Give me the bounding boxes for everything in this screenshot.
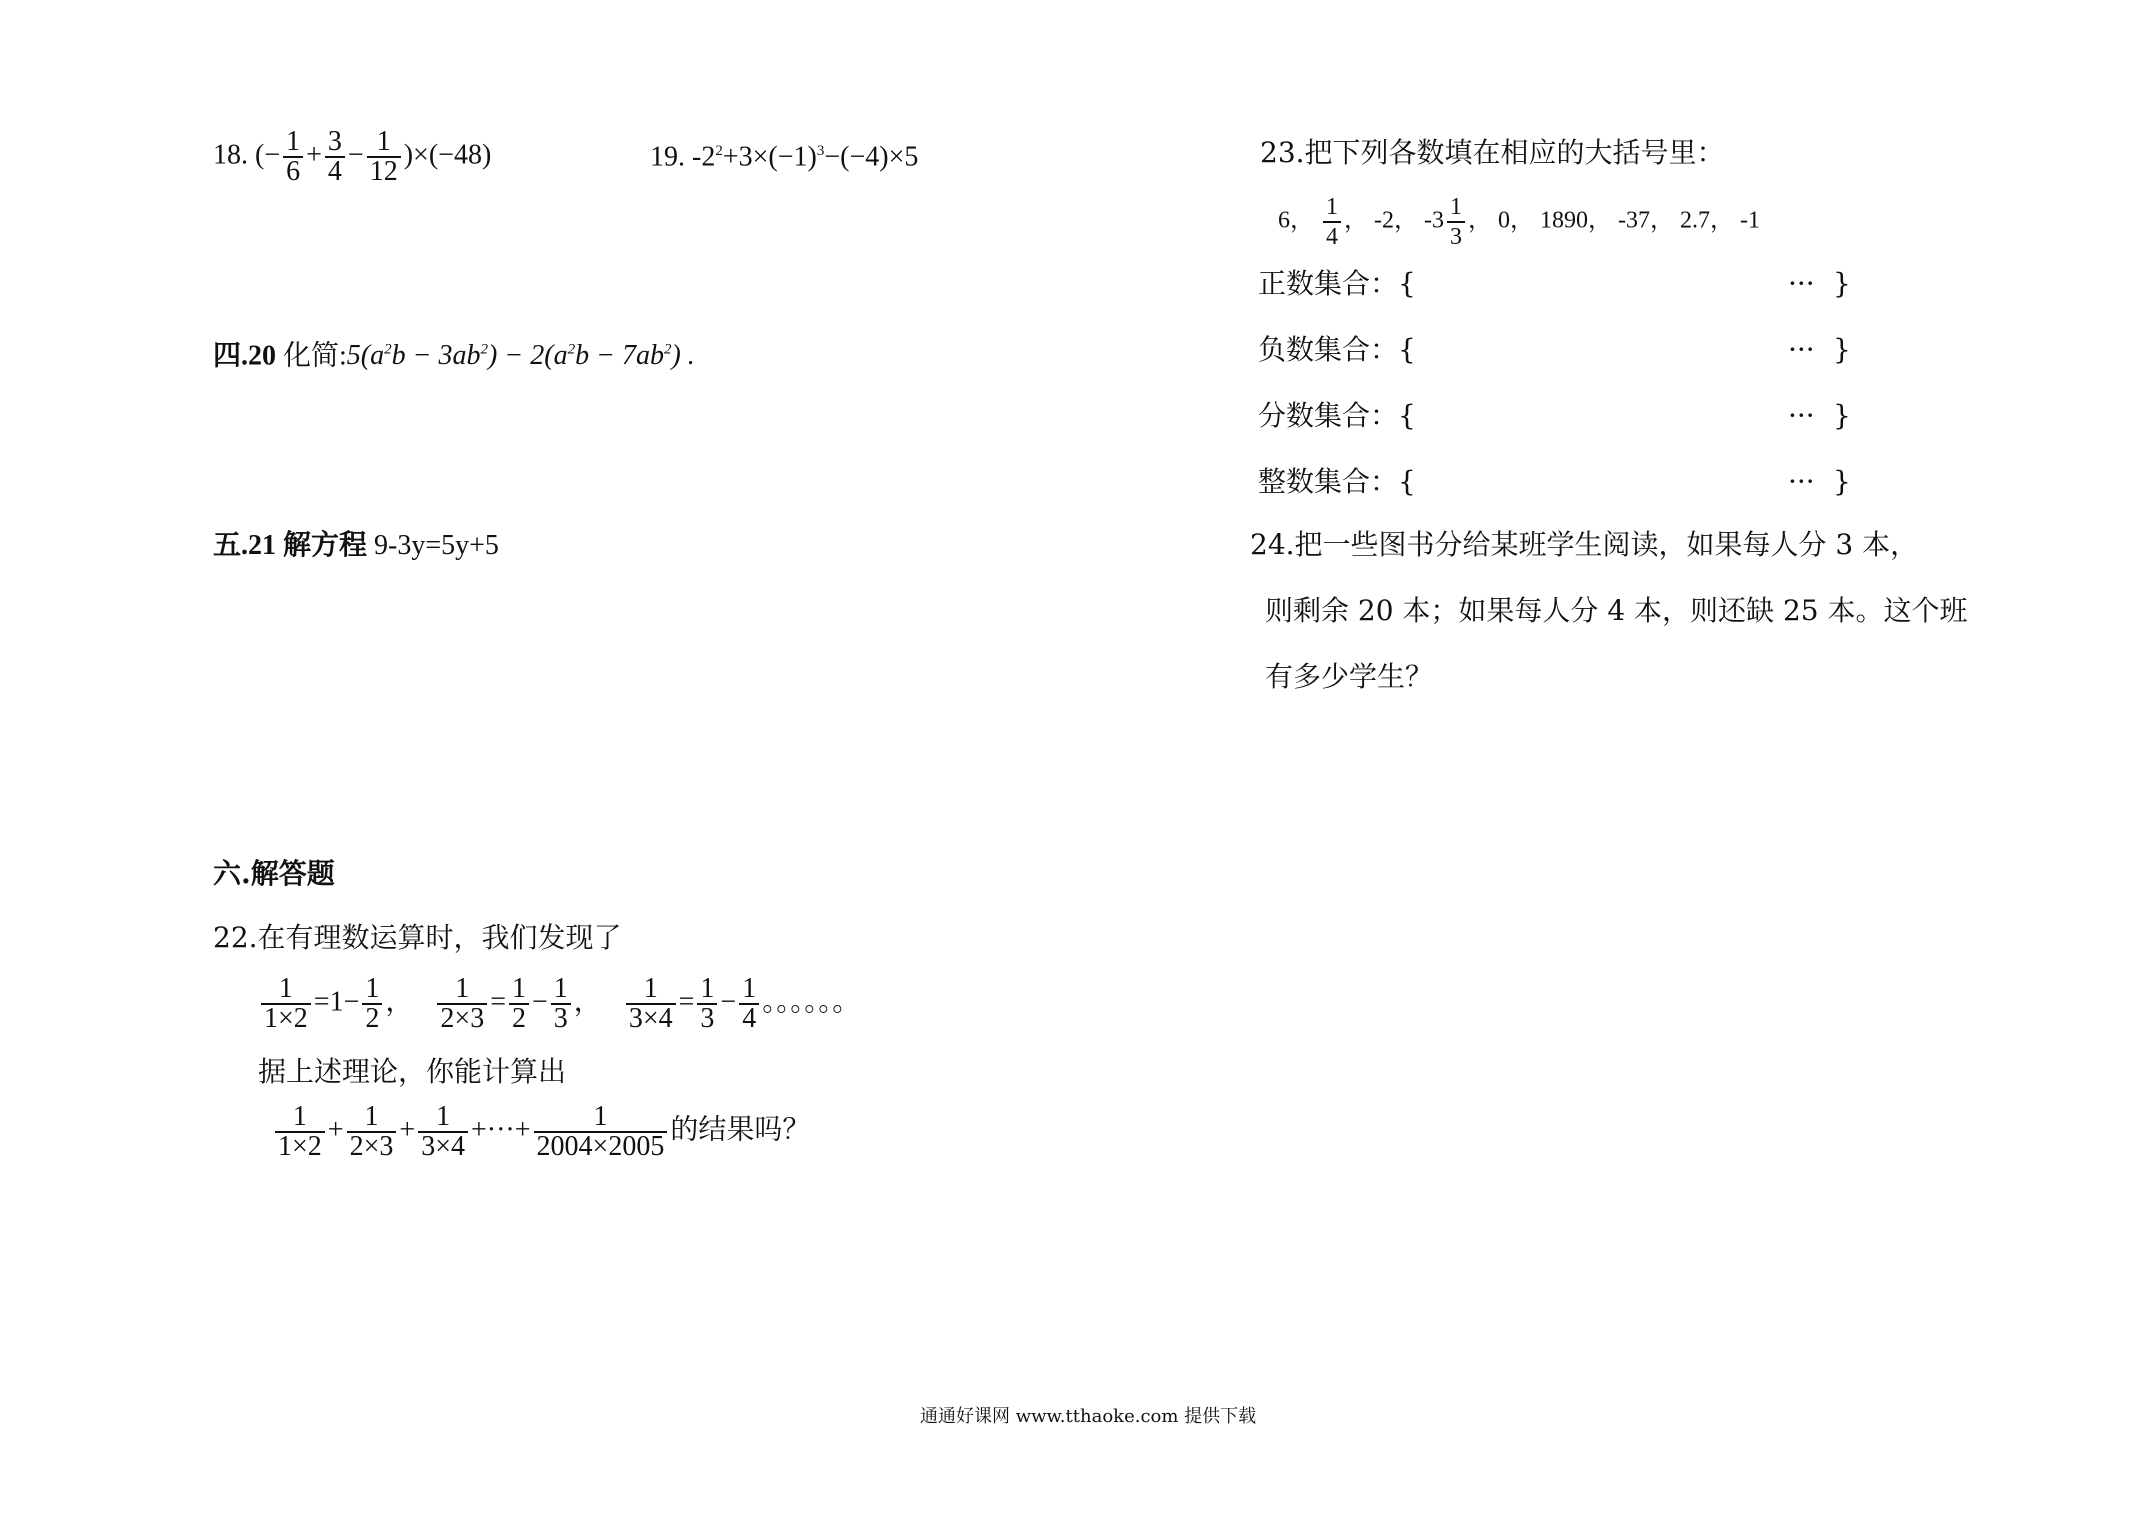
q20-exp-b: 2: [480, 342, 489, 358]
fraction-numerator: 3: [325, 128, 345, 158]
q23-set-fraction: [1258, 398, 1851, 434]
q18-close: )×(−48): [403, 139, 492, 171]
q21-line: [213, 528, 499, 564]
q20-expr-c: ) − 2(a: [488, 340, 568, 372]
fraction-denominator: 4: [327, 156, 342, 187]
q23-set-positive: [1258, 266, 1851, 302]
q19-exp1: 2: [715, 143, 723, 159]
q20-expr-a: 5(a: [346, 340, 385, 372]
q20-heading: 四.20: [213, 340, 277, 372]
q22-prompt: 据上述理论，你能计算出: [258, 1055, 567, 1088]
fraction-denominator: 4: [1326, 224, 1338, 250]
set-dots: ···: [1788, 333, 1815, 366]
q23-n3: ， 0， 1890， -37， 2.7， -1: [1467, 207, 1760, 234]
fraction-denominator: 1×2: [264, 1003, 308, 1034]
fraction-numerator: 1: [534, 1103, 668, 1133]
fraction-numerator: 1: [626, 975, 676, 1005]
q22-eq2-lhs: [437, 975, 487, 1033]
set-close-brace: }: [1833, 465, 1851, 498]
fraction-denominator: 2004×2005: [536, 1131, 665, 1162]
q22-eq2-rhs2: [551, 975, 571, 1033]
fraction-denominator: 2: [512, 1003, 526, 1034]
fraction-numerator: 1: [261, 975, 311, 1005]
q23-n1: 6，: [1278, 207, 1314, 234]
set-close-brace: }: [1833, 267, 1851, 300]
fraction-denominator: 1×2: [278, 1131, 322, 1162]
q22-eq3-lhs: [626, 975, 676, 1033]
q22-eq2-rhs1: [509, 975, 529, 1033]
q20-expr-e: ) .: [671, 340, 695, 372]
q22-eq3-rhs2: [739, 975, 759, 1033]
q22-sum-t2: [347, 1103, 397, 1161]
q23-set-negative: [1258, 332, 1851, 368]
q22-minus: −: [720, 986, 737, 1018]
fraction-numerator: 1: [551, 975, 571, 1005]
q22-sep: ，: [385, 986, 414, 1018]
fraction-numerator: 1: [1323, 193, 1341, 223]
fraction-numerator: 1: [418, 1103, 468, 1133]
set-label: 正数集合：{: [1258, 267, 1416, 300]
fraction-denominator: 3: [1449, 224, 1462, 250]
q20-exp-a: 2: [384, 342, 392, 358]
q20-label: 化简:: [283, 340, 347, 372]
fraction-numerator: 1: [367, 128, 401, 158]
q22-sum-t3: [418, 1103, 468, 1161]
fraction-denominator: 3: [700, 1003, 715, 1034]
fraction-denominator: 12: [369, 156, 398, 187]
fraction-denominator: 3: [553, 1003, 568, 1034]
set-label: 整数集合：{: [1258, 465, 1416, 498]
fraction-numerator: 1: [275, 1103, 325, 1133]
q19-number: 19.: [650, 141, 685, 173]
set-dots: ···: [1788, 465, 1815, 498]
fraction-numerator: 1: [437, 975, 487, 1005]
q19-part2: +3×(−1): [722, 141, 817, 173]
set-label: 分数集合：{: [1258, 399, 1416, 432]
q22-sum-t4: [534, 1103, 668, 1161]
q20-exp-c: 2: [567, 342, 576, 358]
fraction-numerator: 1: [347, 1103, 397, 1133]
q21-equation: 9-3y=5y+5: [374, 530, 499, 561]
fraction-numerator: 1: [739, 975, 759, 1005]
set-dots: ···: [1788, 267, 1815, 300]
set-close-brace: }: [1833, 399, 1851, 432]
fraction-denominator: 2×3: [349, 1131, 394, 1162]
set-close-brace: }: [1833, 333, 1851, 366]
set-label: 负数集合：{: [1258, 333, 1416, 366]
fraction-numerator: 1: [1447, 193, 1465, 223]
q22-sep: ，: [573, 986, 602, 1018]
fraction-denominator: 3×4: [421, 1131, 465, 1162]
q22-sum-ellipsis: +···+: [470, 1114, 531, 1146]
q19-part3: −(−4)×5: [824, 141, 919, 173]
q23-fraction: [1323, 193, 1341, 251]
fraction-numerator: 1: [697, 975, 717, 1005]
q23-mixed-fraction: [1447, 193, 1465, 251]
q22-eq1-lhs: [261, 975, 311, 1033]
q24-line-3: 有多少学生？: [1265, 660, 1434, 693]
fraction-denominator: 3×4: [628, 1003, 673, 1034]
q20-expr-b: b − 3ab: [391, 340, 481, 372]
q24-line-1: 24.把一些图书分给某班学生阅读，如果每人分 3 本，: [1250, 528, 1919, 561]
fraction-numerator: 1: [509, 975, 529, 1005]
q18-op1: +: [306, 139, 322, 171]
fraction-numerator: 1: [362, 975, 382, 1005]
set-dots: ···: [1788, 399, 1815, 432]
q21-heading: 五.21 解方程: [213, 530, 368, 561]
fraction-denominator: 2: [365, 1003, 380, 1034]
q22-eq3-rhs1: [697, 975, 717, 1033]
q20-exp-d: 2: [663, 342, 672, 358]
q22-sum: $\frac{1}{1\times 2}$ + $\frac{1}{2\times 3}$ + $\frac{1}{3\times 4}$ +···+ $\frac{1}{2004\times 2005}$ 的结果吗？: [272, 1103, 810, 1161]
q18-number: 18.: [213, 139, 248, 171]
q18-fraction-1: [283, 128, 303, 186]
q24-line-2: 则剩余 20 本；如果每人分 4 本，则还缺 25 本。这个班: [1265, 594, 1968, 627]
q20-expression: [213, 332, 695, 374]
q18-op2: −: [347, 139, 364, 171]
q18-fraction-3: [367, 128, 401, 186]
q22-minus: −: [532, 986, 548, 1018]
fraction-denominator: 4: [742, 1003, 757, 1034]
q23-numbers: [1278, 193, 1760, 251]
q22-sum-tail: 的结果吗？: [670, 1114, 811, 1146]
q18-fraction-2: [325, 128, 345, 186]
q22-sum-t1: [275, 1103, 325, 1161]
fraction-denominator: 6: [286, 156, 301, 187]
q20-expr-d: b − 7ab: [575, 340, 664, 372]
q22-examples: $\frac{1}{1\times 2}$ =1− $\frac{1}{2}$ ， $\frac{1}{2\times 3}$ = $\frac{1}{2}$ − $\frac{1}{3}$ ， $\frac{1}{3\times 4}$ = $\frac{1}{3}$ − $\frac{1}{4}$ 。。。。。。: [258, 975, 860, 1033]
fraction-denominator: 2×3: [440, 1003, 485, 1034]
q18-expression: [213, 128, 491, 186]
q19-expression: [650, 133, 918, 175]
q22-tail: 。。。。。。: [762, 986, 861, 1018]
q23-n2: ， -2， -3: [1344, 207, 1444, 234]
q23-set-integer: [1258, 464, 1851, 500]
footer-text: 通通好课网 www.tthaoke.com 提供下载: [920, 1406, 1257, 1427]
q18-open: (−: [255, 139, 281, 171]
q22-eq1-rhs: [362, 975, 382, 1033]
q19-part1: -2: [692, 141, 716, 173]
q23-intro: 23.把下列各数填在相应的大括号里：: [1260, 136, 1725, 169]
q19-exp2: 3: [816, 143, 825, 159]
q22-intro: 22.在有理数运算时，我们发现了: [213, 921, 622, 954]
section6-title: 六.解答题: [213, 857, 335, 890]
q22-eq1-mid: =1−: [313, 986, 360, 1018]
fraction-numerator: 1: [283, 128, 303, 158]
